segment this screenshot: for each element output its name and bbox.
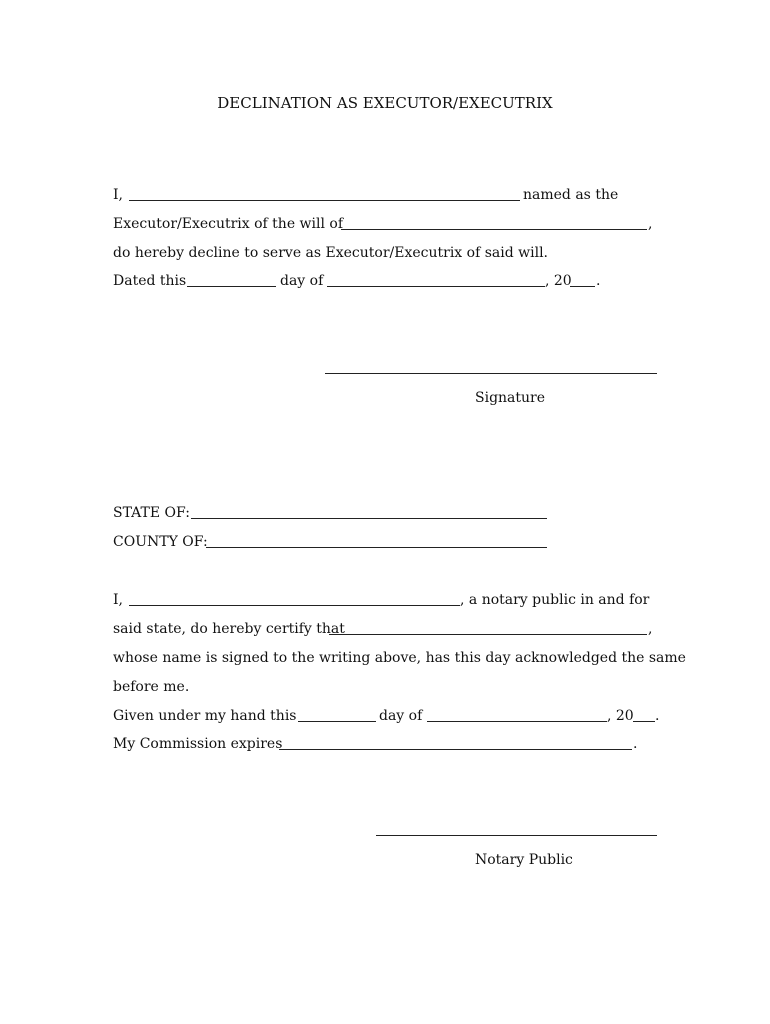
given-month-field[interactable] <box>427 721 607 722</box>
commission-prefix: My Commission expires <box>113 736 283 752</box>
decedent-prefix: Executor/Executrix of the will of <box>113 216 344 232</box>
declarant-line <box>113 185 658 205</box>
before-me-text: before me. <box>113 679 190 695</box>
given-year-field[interactable] <box>633 721 655 722</box>
notary-name-field[interactable] <box>129 605 460 606</box>
commission-line <box>113 734 658 754</box>
given-day-field[interactable] <box>298 721 376 722</box>
dated-month-field[interactable] <box>327 286 545 287</box>
acknowledged-text: whose name is signed to the writing above, has this day acknowledged the same <box>113 650 686 666</box>
decedent-comma: , <box>648 216 653 232</box>
state-field[interactable] <box>191 518 547 519</box>
decline-text: do hereby decline to serve as Executor/Executrix of said will. <box>113 245 548 261</box>
certified-person-field[interactable] <box>329 634 647 635</box>
state-line <box>113 503 658 523</box>
commission-expiry-field[interactable] <box>279 749 632 750</box>
certify-line <box>113 619 658 639</box>
county-line <box>113 532 658 552</box>
signature-label: Signature <box>475 390 546 406</box>
state-label: STATE OF: <box>113 505 190 521</box>
signature-field[interactable] <box>325 373 657 374</box>
declarant-suffix: named as the <box>523 187 619 203</box>
certify-prefix: said state, do hereby certify that <box>113 621 345 637</box>
given-day-of: day of <box>379 708 423 724</box>
acknowledged-line <box>113 648 686 668</box>
dated-year-field[interactable] <box>570 286 595 287</box>
notary-name-line <box>113 590 658 610</box>
given-period: . <box>655 708 660 724</box>
declarant-name-field[interactable] <box>129 200 520 201</box>
given-line <box>113 706 658 726</box>
commission-period: . <box>633 736 638 752</box>
dated-line <box>113 271 658 291</box>
dated-year-prefix: , 20 <box>545 273 572 289</box>
notary-suffix: , a notary public in and for <box>460 592 650 608</box>
county-field[interactable] <box>206 547 547 548</box>
document-title: DECLINATION AS EXECUTOR/EXECUTRIX <box>217 94 553 112</box>
decedent-line <box>113 214 658 234</box>
declarant-prefix: I, <box>113 187 123 203</box>
dated-prefix: Dated this <box>113 273 187 289</box>
given-prefix: Given under my hand this <box>113 708 297 724</box>
notary-signature-field[interactable] <box>376 835 657 836</box>
certify-comma: , <box>648 621 653 637</box>
dated-day-field[interactable] <box>187 286 276 287</box>
before-me-line <box>113 677 658 697</box>
county-label: COUNTY OF: <box>113 534 208 550</box>
given-year-prefix: , 20 <box>607 708 634 724</box>
dated-period: . <box>596 273 601 289</box>
notary-public-label: Notary Public <box>475 852 573 868</box>
decedent-name-field[interactable] <box>341 229 647 230</box>
notary-prefix: I, <box>113 592 123 608</box>
dated-day-of: day of <box>280 273 324 289</box>
decline-statement <box>113 243 658 263</box>
